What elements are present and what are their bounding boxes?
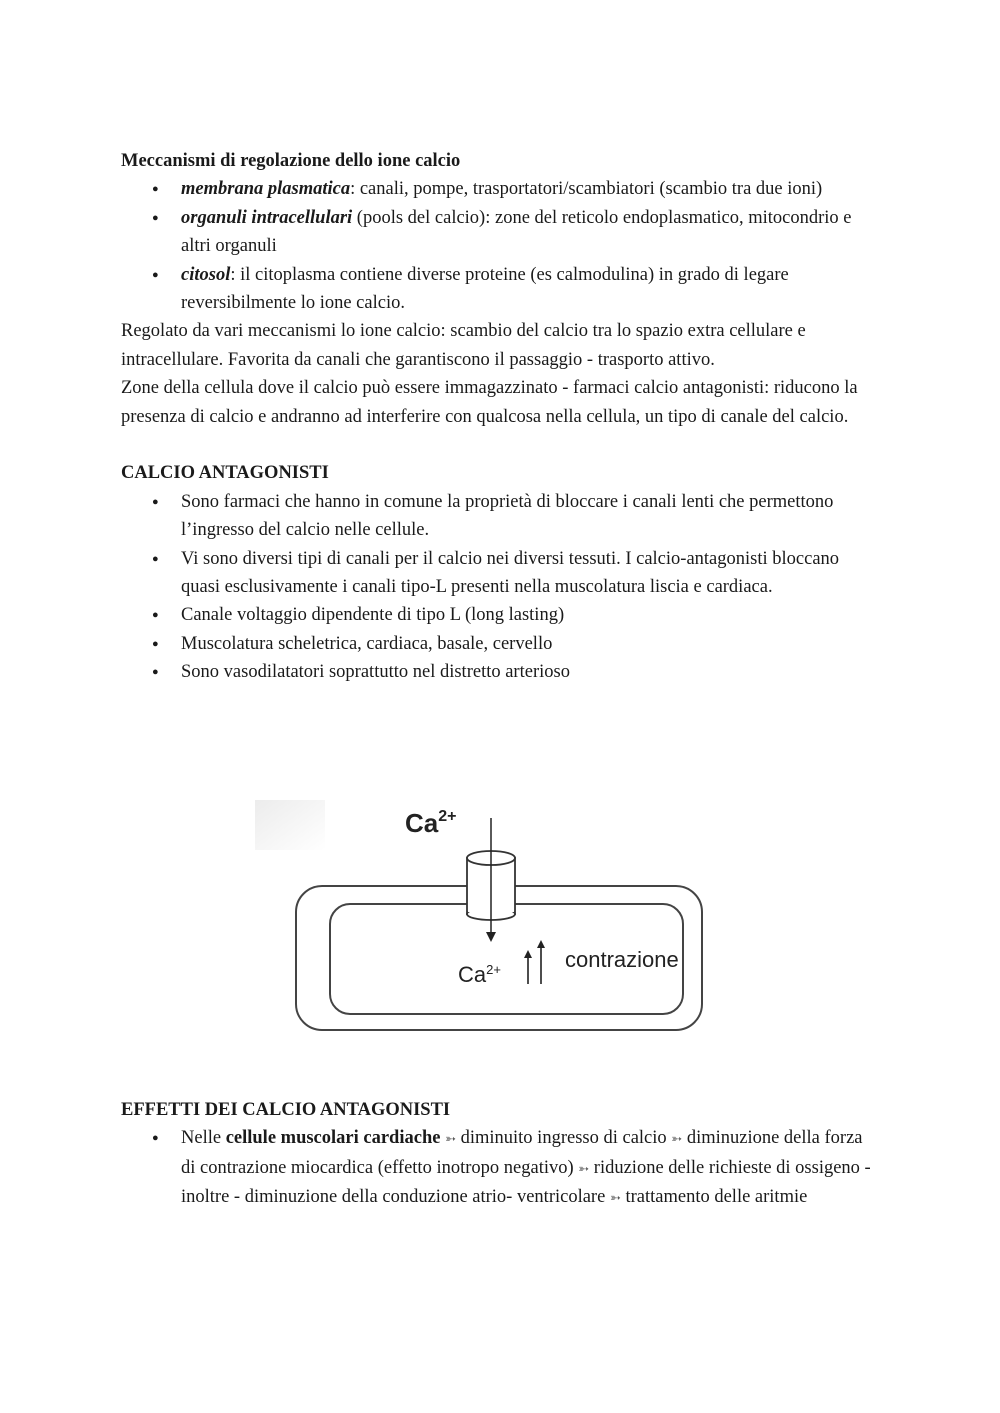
list-item: ● Muscolatura scheletrica, cardiaca, basale, cervello <box>121 630 881 658</box>
section-title-regulation: Meccanismi di regolazione dello ione calcio <box>121 151 461 171</box>
list-item: ● Vi sono diversi tipi di canali per il calcio nei diversi tessuti. I calcio-antagonisti bloccano quasi esclusivamente i canali tipo-L presenti nella muscolatura liscia e cardiaca. <box>121 545 881 602</box>
list-item <box>121 204 881 261</box>
arrow-icon: ➳ <box>445 1131 456 1147</box>
item-text: riduzione delle richieste di ossigeno - inoltre - diminuzione della conduzione atrio- ventricolare <box>181 1157 871 1208</box>
arrow-icon: ➳ <box>578 1160 590 1176</box>
contraction-label: contrazione <box>565 947 679 972</box>
calcium-channel-figure <box>255 800 705 1036</box>
item-text: trattamento delle aritmie <box>620 1187 808 1208</box>
item-text: : il citoplasma contiene diverse proteine (es calmodulina) in grado di legare reversibilmente lo ione calcio. <box>181 264 789 314</box>
item-text: Nelle <box>181 1128 226 1149</box>
paragraph: Zone della cellula dove il calcio può essere immagazzinato - farmaci calcio antagonisti: riducono la presenza di calcio e andranno ad interferire con qualcosa nella cellula, un tipo di canale del calcio. <box>121 378 858 427</box>
section-1 <box>121 147 881 687</box>
list-item <box>121 1124 881 1212</box>
section-title-effects: EFFETTI DEI CALCIO ANTAGONISTI <box>121 1100 451 1120</box>
section-title-antagonists: CALCIO ANTAGONISTI <box>121 463 329 484</box>
arrow-icon: ➳ <box>671 1131 683 1147</box>
item-text: diminuzione della forza di contrazione miocardica (effetto inotropo negativo) <box>181 1128 863 1178</box>
list-item: ● Sono vasodilatatori soprattutto nel distretto arterioso <box>121 658 881 686</box>
term: citosol <box>181 264 231 285</box>
paragraph: Regolato da vari meccanismi lo ione calcio: scambio del calcio tra lo spazio extra cellulare e intracellulare. Favorita da canali che garantiscono il passaggio - trasporto attivo. <box>121 321 806 370</box>
list-item: ● Sono farmaci che hanno in comune la proprietà di bloccare i canali lenti che permettono l’ingresso del calcio nelle cellule. <box>121 488 881 545</box>
term: organuli intracellulari <box>181 207 353 228</box>
regulation-list <box>121 175 881 317</box>
effects-list <box>121 1124 881 1212</box>
increase-arrows-icon <box>524 940 545 984</box>
list-item: ● Canale voltaggio dipendente di tipo L (long lasting) <box>121 601 881 629</box>
list-item <box>121 175 881 203</box>
section-3 <box>121 1096 881 1213</box>
cell-diagram <box>255 800 705 1036</box>
item-text: diminuito ingresso di calcio <box>455 1128 672 1149</box>
bold-term: cellule muscolari cardiache <box>225 1128 441 1149</box>
item-text: : canali, pompe, trasportatori/scambiatori (scambio tra due ioni) <box>350 179 823 200</box>
antagonists-list <box>121 488 881 687</box>
arrow-icon: ➳ <box>609 1190 621 1206</box>
list-item <box>121 261 881 318</box>
ion-inside-label: $Ca^{2+}$ <box>458 962 501 987</box>
item-text: (pools del calcio): zone del reticolo endoplasmatico, mitocondrio e altri organuli <box>181 207 852 257</box>
term: membrana plasmatica <box>181 179 351 200</box>
ion-outside-label: $Ca^{2+}$ <box>405 808 457 838</box>
